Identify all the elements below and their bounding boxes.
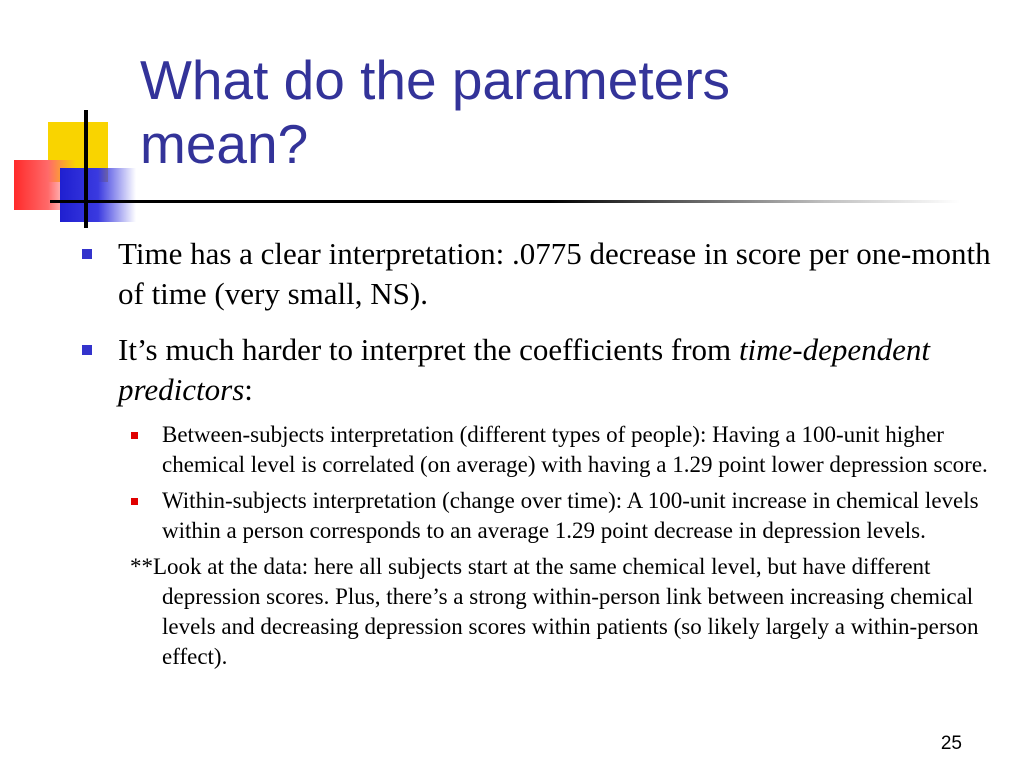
logo-blue-block xyxy=(60,168,136,222)
small-square-bullet-icon xyxy=(131,432,138,439)
data-note: **Look at the data: here all subjects start at the same chemical level, but have different depression scores. Plus, there’s a strong within-person link between increasing chemical levels and decreasing depression scores within patients (so likely largely a within-person effect). xyxy=(130,554,979,669)
page-number: 25 xyxy=(940,733,962,754)
square-bullet-icon xyxy=(82,249,92,259)
slide-title-line-1: What do the parameters xyxy=(140,49,731,111)
bullet-text-italic: time-dependent predictors xyxy=(118,332,931,407)
bullet-time-dependent-predictors xyxy=(82,330,1002,410)
sub-bullet-text: Within-subjects interpretation (change over time): A 100-unit increase in chemical levels within a person corresponds to an average 1.29 point decrease in depression levels. xyxy=(162,488,979,543)
slide-title xyxy=(140,48,1000,176)
bullet-text-after: : xyxy=(244,372,253,407)
small-square-bullet-icon xyxy=(131,498,138,505)
title-divider-line xyxy=(50,200,960,203)
bullet-text: Time has a clear interpretation: .0775 decrease in score per one-month of time (very small, NS). xyxy=(118,236,991,311)
slide-title-line-2: mean? xyxy=(140,113,309,175)
bullet-text-before: It’s much harder to interpret the coefficients from xyxy=(118,332,739,367)
logo-vertical-line xyxy=(84,110,88,228)
bullet-time-interpretation xyxy=(82,234,1002,314)
slide-body xyxy=(82,234,1002,672)
sub-bullet-text: Between-subjects interpretation (different types of people): Having a 100-unit higher chemical level is correlated (on average) with having a 1.29 point lower depression score. xyxy=(162,422,988,477)
sub-bullet-between-subjects xyxy=(162,420,1002,480)
square-bullet-icon xyxy=(82,345,92,355)
sub-bullet-within-subjects xyxy=(162,486,1002,546)
